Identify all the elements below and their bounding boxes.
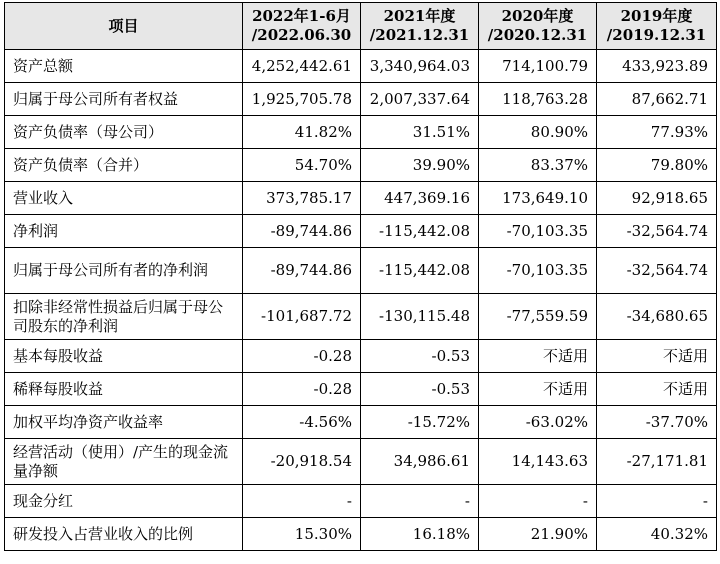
header-period-date: /2021.12.31 xyxy=(369,26,470,44)
cell-value: 39.90% xyxy=(361,149,479,182)
cell-value: - xyxy=(361,485,479,518)
cell-value: 173,649.10 xyxy=(479,182,597,215)
row-label: 资产负债率（合并） xyxy=(5,149,243,182)
row-label: 归属于母公司所有者权益 xyxy=(5,83,243,116)
table-row xyxy=(5,340,717,373)
cell-value: - xyxy=(597,485,717,518)
table-row xyxy=(5,215,717,248)
cell-value: -77,559.59 xyxy=(479,294,597,340)
cell-value: 54.70% xyxy=(243,149,361,182)
table-row xyxy=(5,248,717,294)
cell-value: 不适用 xyxy=(479,373,597,406)
table-row xyxy=(5,83,717,116)
header-period-label: 2019年度 xyxy=(620,7,693,25)
cell-value: 79.80% xyxy=(597,149,717,182)
header-period-date: /2020.12.31 xyxy=(487,26,588,44)
table-row xyxy=(5,485,717,518)
cell-value: 不适用 xyxy=(597,373,717,406)
table-header-row xyxy=(5,3,717,50)
cell-value: 4,252,442.61 xyxy=(243,50,361,83)
row-label: 稀释每股收益 xyxy=(5,373,243,406)
cell-value: 不适用 xyxy=(479,340,597,373)
cell-value: -32,564.74 xyxy=(597,215,717,248)
table-row xyxy=(5,294,717,340)
cell-value: -37.70% xyxy=(597,406,717,439)
cell-value: -0.53 xyxy=(361,373,479,406)
cell-value: 373,785.17 xyxy=(243,182,361,215)
cell-value: -89,744.86 xyxy=(243,215,361,248)
cell-value: -0.28 xyxy=(243,373,361,406)
cell-value: -32,564.74 xyxy=(597,248,717,294)
cell-value: 80.90% xyxy=(479,116,597,149)
cell-value: 31.51% xyxy=(361,116,479,149)
row-label: 经营活动（使用）/产生的现金流量净额 xyxy=(5,439,243,485)
cell-value: -27,171.81 xyxy=(597,439,717,485)
cell-value: 40.32% xyxy=(597,518,717,551)
row-label: 加权平均净资产收益率 xyxy=(5,406,243,439)
row-label: 资产总额 xyxy=(5,50,243,83)
cell-value: -34,680.65 xyxy=(597,294,717,340)
cell-value: -70,103.35 xyxy=(479,215,597,248)
cell-value: -20,918.54 xyxy=(243,439,361,485)
cell-value: -101,687.72 xyxy=(243,294,361,340)
table-row xyxy=(5,50,717,83)
cell-value: - xyxy=(243,485,361,518)
cell-value: -4.56% xyxy=(243,406,361,439)
cell-value: 21.90% xyxy=(479,518,597,551)
cell-value: -115,442.08 xyxy=(361,248,479,294)
row-label: 研发投入占营业收入的比例 xyxy=(5,518,243,551)
header-period-label: 2021年度 xyxy=(383,7,456,25)
cell-value: 92,918.65 xyxy=(597,182,717,215)
row-label: 现金分红 xyxy=(5,485,243,518)
cell-value: -130,115.48 xyxy=(361,294,479,340)
cell-value: -115,442.08 xyxy=(361,215,479,248)
cell-value: 14,143.63 xyxy=(479,439,597,485)
header-period-2019 xyxy=(597,3,717,50)
row-label: 基本每股收益 xyxy=(5,340,243,373)
row-label: 归属于母公司所有者的净利润 xyxy=(5,248,243,294)
cell-value: -0.53 xyxy=(361,340,479,373)
cell-value: 3,340,964.03 xyxy=(361,50,479,83)
cell-value: 16.18% xyxy=(361,518,479,551)
cell-value: 1,925,705.78 xyxy=(243,83,361,116)
header-period-2022h1 xyxy=(243,3,361,50)
cell-value: 714,100.79 xyxy=(479,50,597,83)
cell-value: 15.30% xyxy=(243,518,361,551)
header-period-date: /2019.12.31 xyxy=(606,26,707,44)
cell-value: - xyxy=(479,485,597,518)
row-label: 营业收入 xyxy=(5,182,243,215)
financial-summary-table xyxy=(4,2,717,551)
table-row xyxy=(5,439,717,485)
table-row xyxy=(5,373,717,406)
cell-value: 2,007,337.64 xyxy=(361,83,479,116)
cell-value: -70,103.35 xyxy=(479,248,597,294)
cell-value: 41.82% xyxy=(243,116,361,149)
table-row xyxy=(5,182,717,215)
cell-value: 77.93% xyxy=(597,116,717,149)
table-row xyxy=(5,518,717,551)
cell-value: 118,763.28 xyxy=(479,83,597,116)
cell-value: -0.28 xyxy=(243,340,361,373)
cell-value: 不适用 xyxy=(597,340,717,373)
table-row xyxy=(5,149,717,182)
header-period-label: 2020年度 xyxy=(501,7,574,25)
cell-value: 34,986.61 xyxy=(361,439,479,485)
row-label: 扣除非经常性损益后归属于母公司股东的净利润 xyxy=(5,294,243,340)
row-label: 资产负债率（母公司） xyxy=(5,116,243,149)
cell-value: 433,923.89 xyxy=(597,50,717,83)
cell-value: 87,662.71 xyxy=(597,83,717,116)
cell-value: -15.72% xyxy=(361,406,479,439)
table-row xyxy=(5,116,717,149)
header-item: 项目 xyxy=(5,3,243,50)
table-row xyxy=(5,406,717,439)
header-period-date: /2022.06.30 xyxy=(251,26,352,44)
cell-value: 83.37% xyxy=(479,149,597,182)
header-period-label: 2022年1-6月 xyxy=(252,7,351,25)
header-period-2021 xyxy=(361,3,479,50)
cell-value: -63.02% xyxy=(479,406,597,439)
cell-value: -89,744.86 xyxy=(243,248,361,294)
header-period-2020 xyxy=(479,3,597,50)
row-label: 净利润 xyxy=(5,215,243,248)
cell-value: 447,369.16 xyxy=(361,182,479,215)
